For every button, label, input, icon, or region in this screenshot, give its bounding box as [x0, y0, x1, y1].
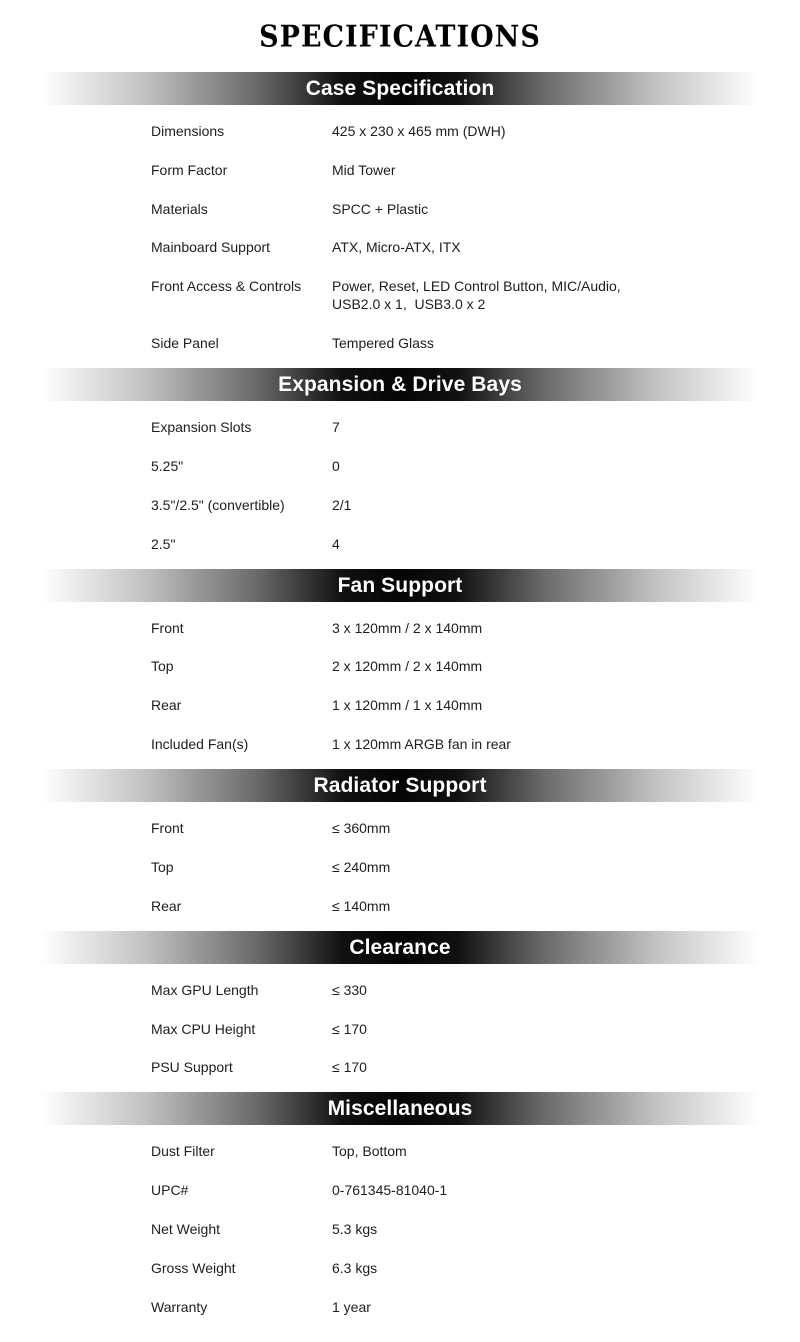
- section-header-clearance: [41, 931, 759, 964]
- spec-label: Max CPU Height: [151, 1021, 256, 1037]
- spec-value: 5.3 kgs: [332, 1221, 378, 1237]
- spec-value: ≤ 360mm: [332, 820, 391, 836]
- spec-label: Rear: [151, 898, 182, 914]
- spec-label: Dust Filter: [151, 1143, 215, 1159]
- section-header-miscellaneous: [41, 1092, 759, 1125]
- spec-value: 1 x 120mm / 1 x 140mm: [332, 697, 483, 713]
- spec-label: Top: [151, 658, 174, 674]
- spec-value: Power, Reset, LED Control Button, MIC/Audio, USB2.0 x 1, USB3.0 x 2: [332, 278, 621, 312]
- section-header-fan-support: [41, 569, 759, 602]
- section-heading: Clearance: [349, 935, 451, 959]
- spec-value: 0: [332, 458, 340, 474]
- section-heading: Miscellaneous: [327, 1096, 473, 1120]
- spec-value: 425 x 230 x 465 mm (DWH): [332, 123, 506, 139]
- section-header-radiator-support: [41, 769, 759, 802]
- spec-label: UPC#: [151, 1182, 189, 1198]
- spec-value: Tempered Glass: [332, 335, 434, 351]
- spec-value: 2/1: [332, 497, 352, 513]
- spec-label: 3.5"/2.5" (convertible): [151, 497, 285, 513]
- spec-label: Gross Weight: [151, 1260, 236, 1276]
- spec-value: 1 year: [332, 1299, 371, 1315]
- spec-value: 3 x 120mm / 2 x 140mm: [332, 620, 483, 636]
- spec-label: Mainboard Support: [151, 239, 271, 255]
- spec-label: Front Access & Controls: [151, 278, 302, 294]
- spec-value: SPCC + Plastic: [332, 201, 429, 217]
- section-heading: Case Specification: [305, 76, 495, 100]
- spec-value: ≤ 170: [332, 1021, 367, 1037]
- section-header-case-specification: [41, 72, 759, 105]
- spec-label: Materials: [151, 201, 208, 217]
- spec-value: Mid Tower: [332, 162, 396, 178]
- spec-value: 4: [332, 536, 340, 552]
- spec-value: ≤ 140mm: [332, 898, 391, 914]
- spec-label: 2.5": [151, 536, 176, 552]
- spec-label: Net Weight: [151, 1221, 220, 1237]
- spec-value: ATX, Micro-ATX, ITX: [332, 239, 461, 255]
- spec-value: 7: [332, 419, 340, 435]
- spec-value: 0-761345-81040-1: [332, 1182, 448, 1198]
- section-header-expansion-drive-bays: [41, 368, 759, 401]
- spec-label: Top: [151, 859, 174, 875]
- spec-value: ≤ 170: [332, 1059, 367, 1075]
- spec-label: Dimensions: [151, 123, 225, 139]
- spec-label: 5.25": [151, 458, 184, 474]
- section-heading: Radiator Support: [313, 773, 487, 797]
- spec-value: 1 x 120mm ARGB fan in rear: [332, 736, 511, 752]
- spec-label: Included Fan(s): [151, 736, 249, 752]
- spec-value: ≤ 240mm: [332, 859, 391, 875]
- spec-label: Form Factor: [151, 162, 228, 178]
- spec-label: Side Panel: [151, 335, 219, 351]
- spec-label: Rear: [151, 697, 182, 713]
- spec-value: ≤ 330: [332, 982, 367, 998]
- spec-label: PSU Support: [151, 1059, 233, 1075]
- spec-label: Max GPU Length: [151, 982, 259, 998]
- spec-value: Top, Bottom: [332, 1143, 407, 1159]
- spec-value: 2 x 120mm / 2 x 140mm: [332, 658, 483, 674]
- section-heading: Expansion & Drive Bays: [278, 372, 522, 396]
- spec-label: Expansion Slots: [151, 419, 252, 435]
- page-title: SPECIFICATIONS: [259, 19, 541, 55]
- spec-value: 6.3 kgs: [332, 1260, 378, 1276]
- spec-label: Front: [151, 820, 184, 836]
- spec-label: Front: [151, 620, 184, 636]
- spec-label: Warranty: [151, 1299, 208, 1315]
- section-heading: Fan Support: [337, 573, 463, 597]
